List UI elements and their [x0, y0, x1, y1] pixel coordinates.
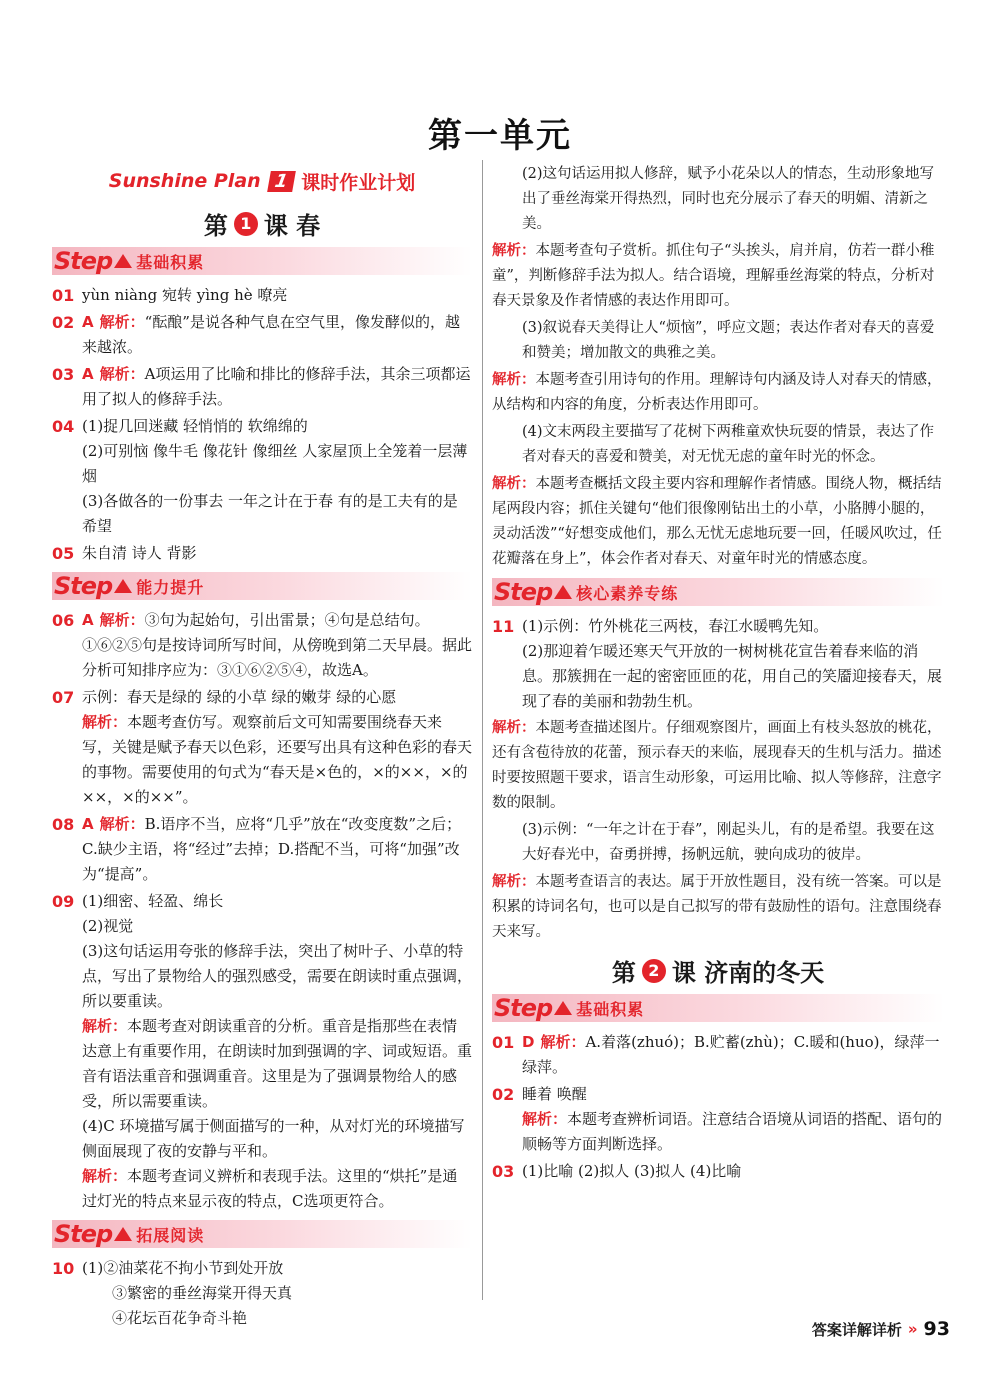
- answer-text: (1)比喻 (2)拟人 (3)拟人 (4)比喻: [522, 1162, 742, 1180]
- footer-label: 答案详解详析: [811, 1320, 902, 1339]
- house-icon: [114, 579, 132, 593]
- answer-line: (4)C 环境描写属于侧面描写的一种，从对灯光的环境描写侧面展现了夜的安静与平和。: [82, 1117, 465, 1160]
- analysis-label: 解析：: [82, 1167, 128, 1185]
- analysis-label: 解析：: [99, 815, 145, 833]
- step-label: 核心素养专练: [576, 583, 679, 603]
- analysis-text: 本题考查词义辨析和表现手法。这里的“烘托”是通过灯光的特点来显示夜的特点，C选项更符合。: [82, 1167, 458, 1210]
- answer-paragraph: (3)示例：“一年之计在于春”，刚起头儿，有的是希望。我要在这大好春光中，奋勇拼搏，扬帆远航，驶向成功的彼岸。: [522, 822, 935, 863]
- answer-line: (3)这句话运用夸张的修辞手法，突出了树叶子、小草的特点，写出了景物给人的强烈感受，需要在朗读时重点强调，所以要重读。: [82, 942, 473, 1010]
- step-word: Step: [54, 247, 113, 275]
- question-number: 03: [52, 365, 75, 384]
- step-word: Step: [54, 572, 113, 600]
- question-07: [52, 685, 472, 810]
- question-number: 08: [52, 815, 75, 834]
- answer-letter: A: [82, 365, 94, 383]
- lesson-2-name: 课 济南的冬天: [671, 959, 825, 987]
- lesson-1-number: 1: [234, 212, 258, 236]
- answer-paragraph: (3)叙说春天美得让人“烦恼”，呼应文题；表达作者对春天的喜爱和赞美；增加散文的典雅之美。: [522, 320, 935, 361]
- analysis-text: 本题考查对朗读重音的分析。重音是指那些在表情达意上有重要作用，在朗读时加到强调的字、词或短语。重音有语法重音和强调重音。这里是为了强调景物给人的感受，所以需要重读。: [82, 1017, 473, 1110]
- answer-line: (2)可别恼 像牛毛 像花针 像细丝 人家屋顶上全笼着一层薄烟: [82, 442, 468, 485]
- analysis-label: 解析：: [522, 1110, 568, 1128]
- analysis-label: 解析：: [492, 720, 536, 736]
- analysis-label: 解析：: [99, 365, 145, 383]
- question-04: [52, 414, 472, 539]
- step-banner-core: [492, 578, 944, 606]
- double-chevron-icon: »: [907, 1320, 918, 1338]
- step-banner-reading: [52, 1220, 472, 1248]
- lesson-1-title: [52, 206, 472, 241]
- plan-banner: [52, 164, 472, 198]
- lesson-2-question-03: [492, 1159, 944, 1184]
- question-10: [52, 1256, 472, 1331]
- question-number: 07: [52, 688, 75, 707]
- answer-line: (1)示例：竹外桃花三两枝，春江水暖鸭先知。: [522, 617, 829, 635]
- question-06: [52, 608, 472, 683]
- house-icon: [114, 254, 132, 268]
- house-icon: [114, 1227, 132, 1241]
- answer-line: (1)捉几回迷藏 轻悄悄的 软绵绵的: [82, 417, 308, 435]
- answer-line: (3)各做各的一份事去 一年之计在于春 有的是工夫有的是希望: [82, 492, 458, 535]
- question-number: 01: [52, 286, 75, 305]
- answer-letter: A: [82, 313, 94, 331]
- analysis-label: 解析：: [492, 476, 536, 492]
- answer-letter: A: [82, 815, 94, 833]
- analysis-label: 解析：: [82, 1017, 128, 1035]
- analysis-text: 本题考查语言的表达。属于开放性题目，没有统一答案。可以是积累的诗词名句，也可以是自己拟写的带有鼓励性的语句。注意围绕春天来写。: [492, 874, 942, 940]
- question-number: 02: [52, 313, 75, 332]
- answer-letter: D: [522, 1033, 535, 1051]
- page-footer: [812, 1318, 950, 1340]
- analysis-text: ③句为起始句，引出雷景；④句是总结句。①⑥②⑤句是按诗词所写时间，从傍晚到第二天早晨。据此分析可知排序应为：③①⑥②⑤④，故选A。: [82, 611, 473, 679]
- left-column: [52, 160, 472, 1333]
- analysis-label: 解析：: [82, 713, 128, 731]
- answer-text: yùn niàng 宛转 yìng hè 嘹亮: [82, 286, 288, 304]
- step-banner-ability: [52, 572, 472, 600]
- analysis-text: B.语序不当，应将“几乎”放在“改变度数”之后；C.缺少主语，将“经过”去掉；D.搭配不当，可将“加强”改为“提高”。: [82, 815, 462, 883]
- step-label: 基础积累: [136, 252, 205, 272]
- analysis-text: 本题考查概括文段主要内容和理解作者情感。围绕人物，概括结尾两段内容；抓住关键句“他们很像刚钻出土的小草，小胳膊小腿的，灵动活泼”“好想变成他们，那么无忧无虑地玩要一回，任暖风吹过，任花瓣落在身上”，体会作者对春天、对童年时光的情感态度。: [492, 476, 942, 567]
- step-label: 能力提升: [136, 577, 205, 597]
- answer-line: ③繁密的垂丝海棠开得天真: [112, 1284, 293, 1302]
- analysis-label: 解析：: [492, 243, 536, 259]
- answer-paragraph: (2)这句话运用拟人修辞，赋予小花朵以人的情态，生动形象地写出了垂丝海棠开得热烈，同时也充分展示了春天的明媚、清新之美。: [522, 166, 935, 232]
- question-number: 05: [52, 544, 75, 563]
- answer-line: 示例：春天是绿的 绿的小草 绿的嫩芽 绿的心愿: [82, 688, 397, 706]
- lesson-2-question-02: [492, 1082, 944, 1157]
- column-divider: [482, 160, 483, 1300]
- analysis-text: A项运用了比喻和排比的修辞手法，其余三项都运用了拟人的修辞手法。: [82, 365, 471, 408]
- question-number: 09: [52, 892, 75, 911]
- question-11: [492, 614, 944, 714]
- question-09: [52, 889, 472, 1214]
- question-number: 10: [52, 1259, 75, 1278]
- question-number: 03: [492, 1162, 515, 1181]
- answer-letter: A: [82, 611, 94, 629]
- analysis-text: 本题考查辨析词语。注意结合语境从词语的搭配、语句的顺畅等方面判断选择。: [522, 1110, 943, 1153]
- analysis-label: 解析：: [540, 1033, 586, 1051]
- step-label: 基础积累: [576, 999, 645, 1019]
- analysis-text: 本题考查句子赏析。抓住句子“头挨头，肩并肩，仿若一群小稚童”，判断修辞手法为拟人。结合语境，理解垂丝海棠的特点，分析对春天景象及作者情感的表达作用即可。: [492, 243, 935, 309]
- analysis-text: 本题考查引用诗句的作用。理解诗句内涵及诗人对春天的情感，从结构和内容的角度，分析表达作用即可。: [492, 372, 942, 413]
- page-number: 93: [923, 1318, 950, 1340]
- question-05: [52, 541, 472, 566]
- question-number: 06: [52, 611, 75, 630]
- step-banner-basic-2: [492, 994, 944, 1022]
- house-icon: [554, 1001, 572, 1015]
- step-word: Step: [54, 1220, 113, 1248]
- lesson-2-question-01: [492, 1030, 944, 1080]
- step-word: Step: [494, 994, 553, 1022]
- analysis-label: 解析：: [492, 874, 536, 890]
- analysis-label: 解析：: [99, 313, 145, 331]
- right-column: [492, 160, 944, 1186]
- analysis-text: 本题考查描述图片。仔细观察图片，画面上有枝头怒放的桃花，还有含苞待放的花蕾，预示春天的来临，展现春天的生机与活力。描述时要按照题干要求，语言生动形象，可运用比喻、拟人等修辞，注意字数的限制。: [492, 720, 942, 811]
- plan-number: 1: [267, 171, 295, 192]
- analysis-text: “酝酿”是说各种气息在空气里，像发酵似的，越来越浓。: [82, 313, 460, 356]
- analysis-label: 解析：: [492, 372, 536, 388]
- answer-line: (2)视觉: [82, 917, 134, 935]
- step-banner-basic: [52, 247, 472, 275]
- step-label: 拓展阅读: [136, 1225, 205, 1245]
- answer-line: (2)那迎着乍暖还寒天气开放的一树树桃花宣告着春来临的消息。那簇拥在一起的密密匝匝的花，用自己的笑靥迎接春天，展现了春的美丽和勃勃生机。: [522, 642, 943, 710]
- answer-line: (1)细密、轻盈、绵长: [82, 892, 224, 910]
- question-number: 01: [492, 1033, 515, 1052]
- plan-cn: 课时作业计划: [301, 171, 416, 194]
- answer-line: 睡着 唤醒: [522, 1085, 587, 1103]
- answer-paragraph: (4)文末两段主要描写了花树下两稚童欢快玩耍的情景，表达了作者对春天的喜爱和赞美，对无忧无虑的童年时光的怀念。: [522, 424, 935, 465]
- house-icon: [554, 585, 572, 599]
- question-number: 11: [492, 617, 515, 636]
- lesson-2-title: [492, 953, 944, 988]
- step-word: Step: [494, 578, 553, 606]
- lesson-2-pre: 第: [611, 959, 636, 987]
- lesson-1-name: 课 春: [263, 212, 321, 240]
- lesson-1-pre: 第: [203, 212, 228, 240]
- answer-line: (1)②油菜花不拘小节到处开放: [82, 1259, 284, 1277]
- page-title: 第一单元: [428, 116, 572, 156]
- question-number: 04: [52, 417, 75, 436]
- question-number: 02: [492, 1085, 515, 1104]
- plan-en: Sunshine Plan: [108, 170, 261, 192]
- answer-text: 朱自清 诗人 背影: [82, 544, 197, 562]
- lesson-2-number: 2: [642, 959, 666, 983]
- question-02: [52, 310, 472, 360]
- question-01: [52, 283, 472, 308]
- analysis-text: 本题考查仿写。观察前后文可知需要围绕春天来写，关键是赋予春天以色彩，还要写出具有这种色彩的春天的事物。需要使用的句式为“春天是×色的，×的××，×的××，×的××”。: [82, 713, 473, 806]
- question-08: [52, 812, 472, 887]
- analysis-label: 解析：: [99, 611, 145, 629]
- answer-line: ④花坛百花争奇斗艳: [112, 1309, 248, 1327]
- analysis-text: A.着落(zhuó)；B.贮蓄(zhù)；C.暖和(huo)，绿萍一绿萍。: [522, 1033, 940, 1076]
- question-03: [52, 362, 472, 412]
